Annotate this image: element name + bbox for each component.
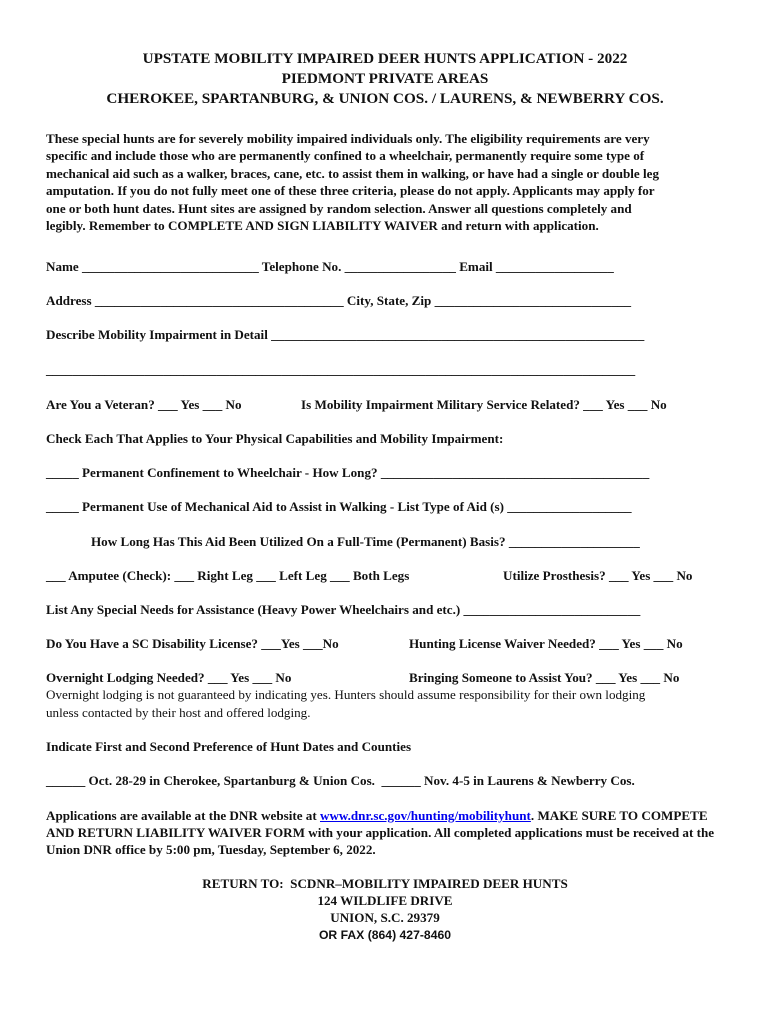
title-line-3: CHEROKEE, SPARTANBURG, & UNION COS. / LAURENS, & NEWBERRY COS. bbox=[106, 90, 664, 107]
address-line: Address ______________________________________ City, State, Zip ______________________________ bbox=[46, 293, 631, 308]
title-line-1: UPSTATE MOBILITY IMPAIRED DEER HUNTS APPLICATION - 2022 bbox=[142, 50, 628, 67]
availability-text-end: . MAKE SURE TO COMPETE AND RETURN LIABILITY WAIVER FORM with your application. All completed applications must be received at the Union DNR office by 5:00 pm, Tuesday, September 6, 2022. bbox=[46, 808, 715, 858]
prosthesis-question: Utilize Prosthesis? ___ Yes ___ No bbox=[503, 568, 693, 583]
return-to-line: RETURN TO: SCDNR–MOBILITY IMPAIRED DEER HUNTS bbox=[202, 876, 568, 891]
impairment-blank-line: __________________________________________________________________________________________ bbox=[46, 362, 636, 377]
wheelchair-line: _____ Permanent Confinement to Wheelchair - How Long? _________________________________________ bbox=[46, 465, 650, 480]
disability-license-question: Do You Have a SC Disability License? ___Yes ___No bbox=[46, 636, 339, 651]
fax-line: OR FAX (864) 427-8460 bbox=[318, 928, 452, 942]
title-line-2: PIEDMONT PRIVATE AREAS bbox=[281, 70, 489, 87]
aid-duration-line: How Long Has This Aid Been Utilized On a Full-Time (Permanent) Basis? ____________________ bbox=[91, 534, 640, 549]
military-service-question: Is Mobility Impairment Military Service Related? ___ Yes ___ No bbox=[301, 397, 667, 412]
impairment-description-line: Describe Mobility Impairment in Detail _________________________________________________________ bbox=[46, 327, 645, 342]
return-city-line: UNION, S.C. 29379 bbox=[330, 910, 440, 925]
name-phone-email-line: Name ___________________________ Telephone No. _________________ Email __________________ bbox=[46, 259, 614, 274]
amputee-line: ___ Amputee (Check): ___ Right Leg ___ Left Leg ___ Both Legs bbox=[46, 568, 410, 583]
availability-text-start: Applications are available at the DNR website at bbox=[46, 808, 320, 823]
lodging-note: Overnight lodging is not guaranteed by indicating yes. Hunters should assume responsibility for their own lodging unless contacted by their host and offered lodging. bbox=[46, 687, 646, 720]
eligibility-intro: These special hunts are for severely mobility impaired individuals only. The eligibility requirements are very specific and include those who are permanently confined to a wheelchair, permanently require some type of mechanical aid such as a walker, braces, cane, etc. to assist them in walking, or have had a single or double leg amputation. If you do not fully meet one of these three criteria, please do not apply. Applicants may apply for one or both hunt dates. Hunt sites are assigned by random selection. Answer all questions completely and legibly. Remember to COMPLETE AND SIGN LIABILITY WAIVER and return with application. bbox=[46, 131, 660, 234]
dnr-website-link[interactable]: www.dnr.sc.gov/hunting/mobilityhunt bbox=[319, 808, 531, 823]
special-needs-line: List Any Special Needs for Assistance (Heavy Power Wheelchairs and etc.) ___________________________ bbox=[46, 602, 641, 617]
return-street-line: 124 WILDLIFE DRIVE bbox=[317, 893, 453, 908]
check-heading: Check Each That Applies to Your Physical Capabilities and Mobility Impairment: bbox=[46, 431, 504, 446]
veteran-question: Are You a Veteran? ___ Yes ___ No bbox=[46, 397, 242, 412]
availability-paragraph bbox=[46, 807, 736, 859]
mechanical-aid-line: _____ Permanent Use of Mechanical Aid to Assist in Walking - List Type of Aid (s) ___________________ bbox=[46, 499, 632, 514]
preference-heading: Indicate First and Second Preference of Hunt Dates and Counties bbox=[46, 739, 412, 754]
assistant-question: Bringing Someone to Assist You? ___ Yes ___ No bbox=[409, 670, 680, 685]
lodging-question: Overnight Lodging Needed? ___ Yes ___ No bbox=[46, 670, 292, 685]
preference-line: ______ Oct. 28-29 in Cherokee, Spartanburg & Union Cos. ______ Nov. 4-5 in Laurens & Newberry Cos. bbox=[46, 773, 635, 788]
license-waiver-question: Hunting License Waiver Needed? ___ Yes ___ No bbox=[409, 636, 683, 651]
